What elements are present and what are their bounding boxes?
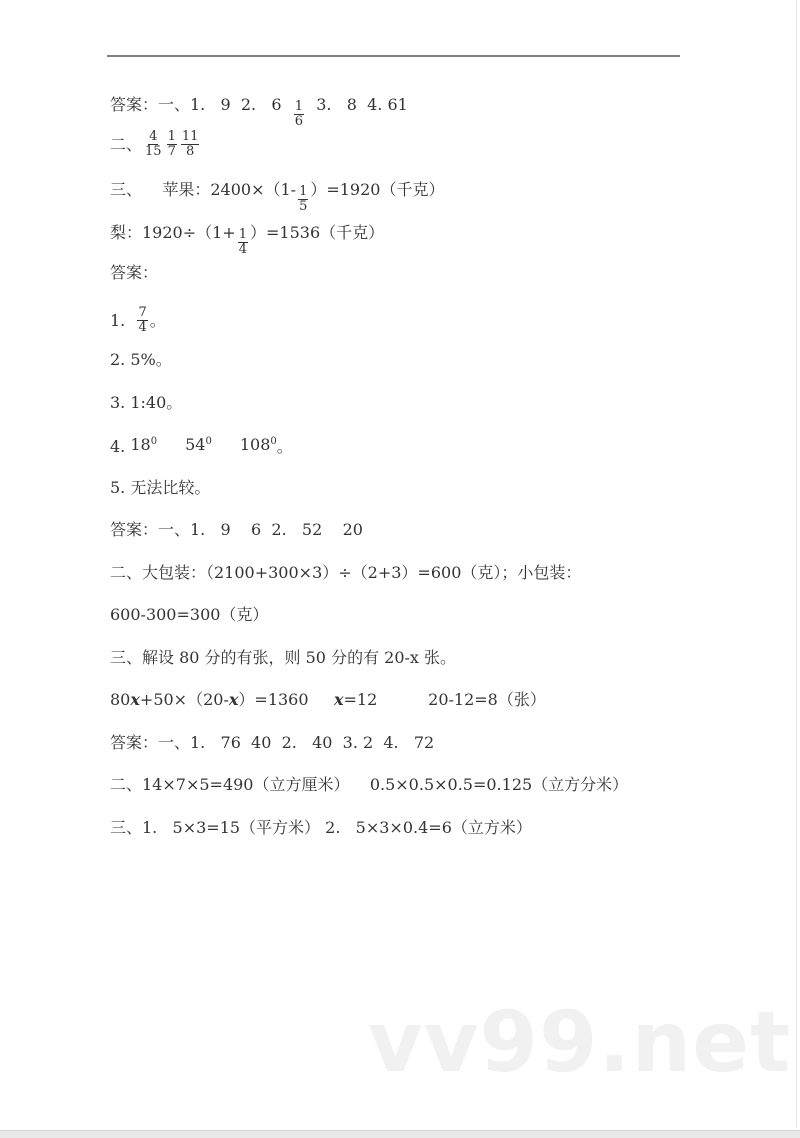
item-suffix: 。 [149,310,166,330]
item-number: 4. [110,436,131,456]
answer-line: 三、1. 5×3=15（平方米） 2. 5×3×0.4=6（立方米） [110,818,532,837]
item-text: 5. 无法比较。 [110,478,211,497]
fraction-1-7 [167,130,177,159]
item-text: 2. 5%。 [110,350,172,369]
variable-x: x [333,690,344,709]
s2-item3 [110,393,182,413]
answer-line: 二、14×7×5=490（立方厘米） 0.5×0.5×0.5=0.125（立方分米） [110,775,629,794]
s4-line1 [110,733,434,753]
frac-den: 8 [185,144,195,159]
header-rule [107,55,680,57]
frac-den: 15 [145,144,162,159]
answer-line: 三、解设 80 分的有张，则 50 分的有 20-x 张。 [110,648,457,667]
frac-num: 4 [149,129,158,144]
frac-den: 7 [167,144,176,159]
answer-line: 答案：一、1. 9 6 2. 52 20 [110,520,363,539]
fraction-4-15 [144,130,163,159]
frac-num: 11 [181,129,199,144]
frac-num: 1 [167,129,176,144]
s4-line2 [110,775,628,795]
s2-item1 [110,306,166,335]
s1-line2-prefix: 二、 [110,134,143,154]
s1-line3-suffix: ）=1920（千克） [310,179,445,199]
answer-line: 答案：一、1. 76 40 2. 40 3. 2 4. 72 [110,733,435,752]
s2-item5 [110,478,210,498]
s1-line4-suffix: ）=1536（千克） [250,222,385,242]
item-number: 1. [110,310,136,330]
frac-num: 1 [299,184,308,199]
degree-sup: 0 [205,436,212,447]
degree-sup: 0 [270,436,277,447]
s2-heading [110,263,158,283]
s3-line2 [110,563,581,583]
angle-value: 54 [185,435,206,454]
frac-num: 1 [294,99,304,114]
s3-line3 [110,605,268,625]
frac-den: 4 [138,320,147,335]
s1-line3 [110,175,445,214]
s1-line1 [110,90,408,129]
s1-line1-suffix: 3. 8 4. 61 [306,94,408,114]
variable-x: x [228,690,239,709]
s2-item2 [110,350,172,370]
s3-line5 [110,690,546,710]
s3-line1 [110,520,363,540]
equation-part: +50×（20- [139,690,229,709]
equation-part: =12 20-12=8（张） [343,690,546,709]
frac-den: 5 [299,199,308,214]
item-text: 3. 1:40。 [110,393,183,412]
frac-num: 1 [238,227,247,242]
watermark: vv99.net [368,993,792,1091]
angle-18 [130,435,157,458]
s1-line3-prefix: 三、 苹果：2400×（1- [110,179,297,199]
s1-line4 [110,218,385,257]
fraction-11-8 [181,130,200,159]
angle-54 [185,435,212,458]
angle-108 [240,435,277,458]
angle-value: 108 [239,435,271,454]
s3-line4 [110,648,456,668]
s1-line1-prefix: 答案：一、1. 9 2. 6 [110,94,292,114]
equation-part: ）=1360 [238,690,334,709]
fraction-1-4 [238,228,248,257]
fraction-1-5 [298,185,308,214]
frac-den: 6 [294,114,304,129]
s4-line3 [110,818,532,838]
s1-line4-prefix: 梨：1920÷（1+ [110,222,236,242]
answer-line: 600-300=300（克） [110,605,269,624]
angle-value: 18 [130,435,151,454]
answer-line: 二、大包装：（2100+300×3）÷（2+3）=600（克）；小包装： [110,563,582,582]
variable-x: x [130,690,140,709]
s2-item4 [110,435,293,458]
item-suffix: 。 [276,436,293,456]
frac-den: 4 [238,242,247,257]
fraction-1-6 [294,100,304,129]
frac-num: 7 [138,305,147,320]
fraction-7-4 [137,306,147,335]
equation-part: 80 [110,690,131,709]
degree-sup: 0 [150,436,158,447]
answer-heading: 答案： [110,263,159,282]
s1-line2 [110,130,201,159]
